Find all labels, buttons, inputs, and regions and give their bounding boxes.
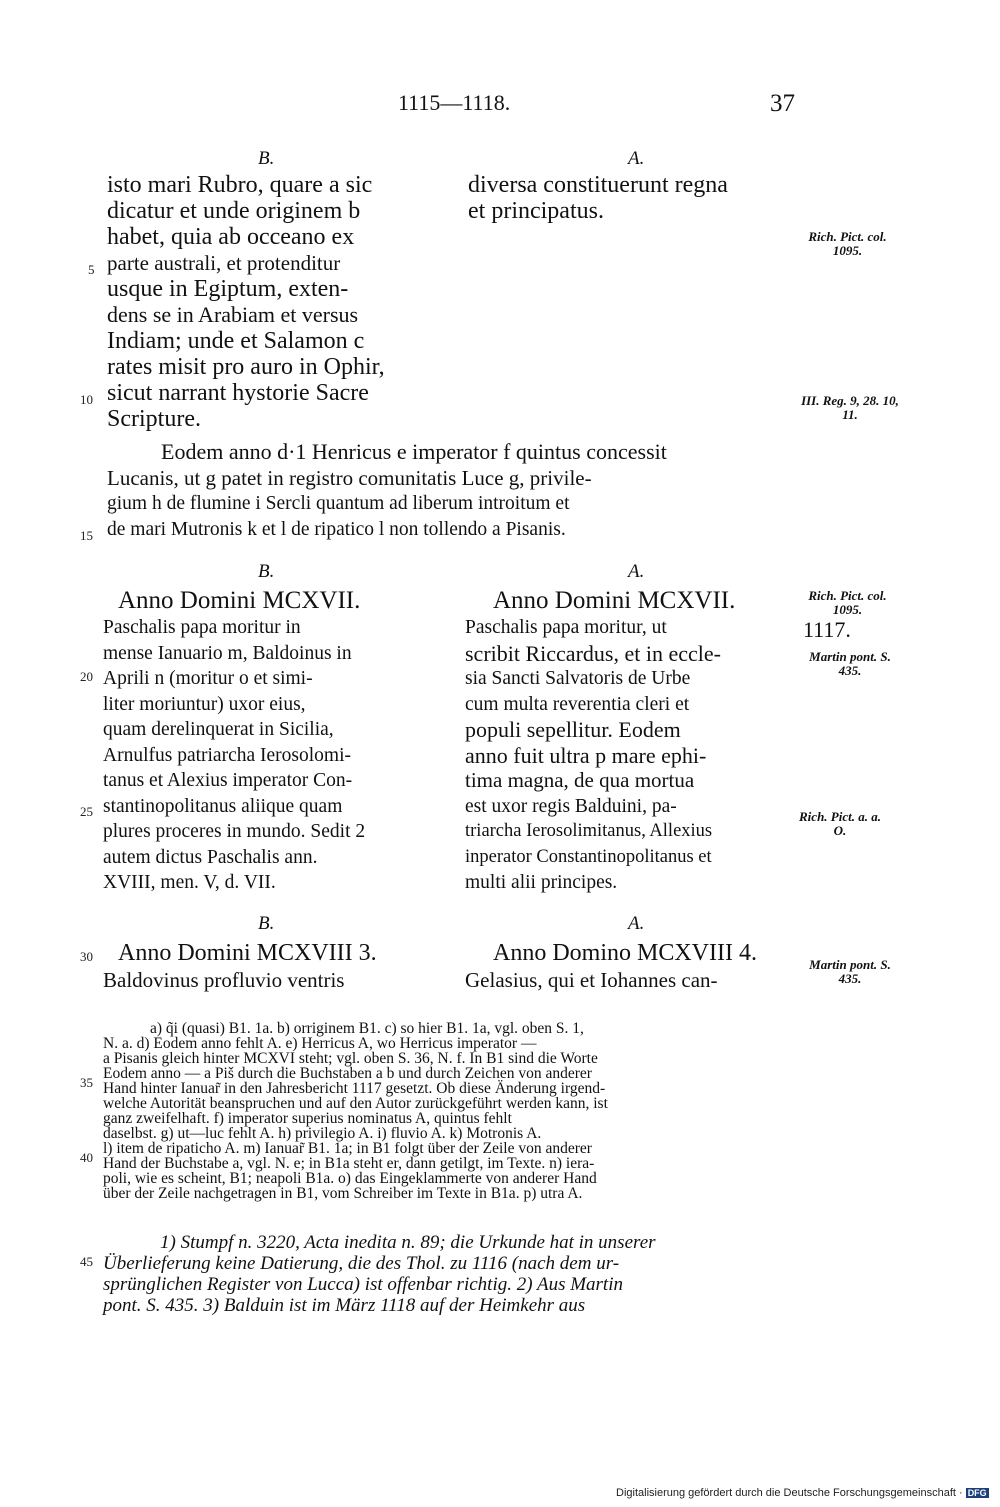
line-number: 20 <box>80 669 93 684</box>
text-line: Anno Domini MCXVIII 3. <box>118 940 377 966</box>
text-line: Paschalis papa moritur, ut <box>465 617 667 638</box>
footnote-line: Überlieferung keine Datierung, die des Thol. zu 1116 (nach dem ur- <box>103 1253 620 1274</box>
margin-note: Rich. Pict. col. 1095. <box>808 588 887 617</box>
line-number: 40 <box>80 1150 93 1165</box>
text-line: tanus et Alexius imperator Con- <box>103 770 353 791</box>
apparatus-line: welche Autorität beanspruchen und auf den Autor zurückgeführt werden kann, ist <box>103 1095 608 1112</box>
text-line: dens se in Arabiam et versus <box>107 302 359 327</box>
column-head-a: A. <box>628 148 645 169</box>
text-line: multi alii principes. <box>465 872 618 893</box>
text-line: mense Ianuario m, Baldoinus in <box>103 642 352 664</box>
section1-full-width <box>107 439 667 543</box>
apparatus-line: l) item de ripaticho A. m) Ianuar̃ B1. 1a; in B1 folgt über der Zeile von anderer <box>103 1140 592 1157</box>
margin-note: III. Reg. 9, 28. 10, 11. <box>801 393 899 422</box>
line-number: 5 <box>88 262 95 277</box>
text-line: Paschalis papa moritur in <box>103 617 301 638</box>
apparatus-line: poli, wie es scheint, B1; neapoli B1a. o) das Eingeklammerte von anderer Hand <box>103 1170 597 1187</box>
apparatus-line: Eodem anno — a Piš durch die Buchstaben a b und durch Zeichen von anderer <box>103 1065 592 1082</box>
text-line: Aprili n (moritur o et simi- <box>103 668 313 689</box>
section3-column-b <box>103 939 377 993</box>
text-line: quam derelinquerat in Sicilia, <box>103 719 334 740</box>
column-head-b: B. <box>258 561 275 582</box>
apparatus-line: N. a. d) Eodem anno fehlt A. e) Herricus A, wo Herricus imperator — <box>103 1035 537 1052</box>
section2-column-a <box>465 587 735 896</box>
text-line: plures proceres in mundo. Sedit 2 <box>103 821 366 842</box>
text-line: Indiam; unde et Salamon c <box>107 328 365 354</box>
text-line: Anno Domino MCXVIII 4. <box>493 940 757 966</box>
margin-year: 1117. <box>803 617 851 642</box>
text-line: gium h de flumine i Sercli quantum ad liberum introitum et <box>107 493 570 514</box>
text-line: populi sepellitur. Eodem <box>465 717 681 742</box>
line-number: 35 <box>80 1075 93 1090</box>
footnote-line: pont. S. 435. 3) Balduin ist im März 1118 auf der Heimkehr aus <box>103 1295 586 1316</box>
footnote-line: 1) Stumpf n. 3220, Acta inedita n. 89; die Urkunde hat in unserer <box>160 1232 656 1253</box>
apparatus-line: daselbst. g) ut—luc fehlt A. h) privilegio A. i) fluvio A. k) Motronis A. <box>103 1125 542 1142</box>
text-line: sicut narrant hystorie Sacre <box>107 380 369 406</box>
line-number: 25 <box>80 804 93 819</box>
text-line: Gelasius, qui et Iohannes can- <box>465 968 718 992</box>
running-header: 1115—1118. <box>398 90 511 115</box>
footnotes <box>103 1232 656 1316</box>
page-number: 37 <box>770 90 795 117</box>
credit-text: Digitalisierung gefördert durch die Deutsche Forschungsgemeinschaft · <box>616 1487 963 1499</box>
apparatus-notes <box>103 1021 608 1201</box>
text-line: Arnulfus patriarcha Ierosolomi- <box>103 744 351 766</box>
text-line: isto mari Rubro, quare a sic <box>107 172 373 198</box>
text-line: scribit Riccardus, et in eccle- <box>465 640 721 666</box>
text-line: inperator Constantinopolitanus et <box>465 846 712 867</box>
text-line: rates misit pro auro in Ophir, <box>107 354 385 380</box>
apparatus-line: Hand der Buchstabe a, vgl. N. e; in B1a steht er, dann getilgt, im Texte. n) iera- <box>103 1155 595 1172</box>
section3-column-a <box>465 939 757 993</box>
text-line: de mari Mutronis k et l de ripatico l non tollendo a Pisanis. <box>107 519 566 540</box>
text-line: liter moriuntur) uxor eius, <box>103 693 306 715</box>
line-number: 30 <box>80 949 93 964</box>
text-line: et principatus. <box>468 198 604 224</box>
line-number: 10 <box>80 392 93 407</box>
text-line: anno fuit ultra p mare ephi- <box>465 742 707 768</box>
text-line: diversa constituerunt regna <box>468 172 728 198</box>
column-head-a: A. <box>628 561 645 582</box>
text-line: est uxor regis Balduini, pa- <box>465 795 677 817</box>
section1-column-b <box>107 172 385 432</box>
margin-note: Rich. Pict. col. 1095. <box>808 229 887 258</box>
apparatus-line: über der Zeile nachgetragen in B1, vom Schreiber im Texte in B1a. p) utra A. <box>103 1185 583 1202</box>
text-line: Baldovinus profluvio ventris <box>103 968 345 992</box>
text-line: usque in Egiptum, exten- <box>107 276 349 302</box>
text-line: parte australi, et protenditur <box>107 251 341 275</box>
text-line: triarcha Ierosolimitanus, Allexius <box>465 821 713 841</box>
section1-column-a <box>468 172 728 224</box>
margin-note: Martin pont. S. 435. <box>809 957 891 986</box>
margin-note: Rich. Pict. a. a. O. <box>799 809 881 838</box>
digitization-credit <box>616 1487 989 1499</box>
column-head-a: A. <box>628 913 645 934</box>
text-line: XVIII, men. V, d. VII. <box>103 872 276 893</box>
text-line: dicatur et unde originem b <box>107 198 361 224</box>
text-line: stantinopolitanus aliique quam <box>103 795 343 817</box>
margin-note: Martin pont. S. 435. <box>809 649 891 678</box>
text-line: cum multa reverentia cleri et <box>465 693 690 715</box>
text-line: tima magna, de qua mortua <box>465 768 695 792</box>
apparatus-line: ganz zweifelhaft. f) imperator superius nominatus A, quintus fehlt <box>103 1110 512 1127</box>
line-number: 45 <box>80 1254 93 1269</box>
text-line: habet, quia ab occeano ex <box>107 224 355 250</box>
text-line: Lucanis, ut g patet in registro comunitatis Luce g, privile- <box>107 466 592 490</box>
text-line: autem dictus Paschalis ann. <box>103 846 318 868</box>
column-head-b: B. <box>258 913 275 934</box>
column-head-b: B. <box>258 148 275 169</box>
text-line: sia Sancti Salvatoris de Urbe <box>465 668 691 689</box>
footnote-line: sprünglichen Register von Lucca) ist offenbar richtig. 2) Aus Martin <box>103 1274 623 1295</box>
text-line: Eodem anno d·1 Henricus e imperator f quintus concessit <box>161 439 667 464</box>
text-line: Anno Domini MCXVII. <box>493 587 736 614</box>
text-line: Scripture. <box>107 406 201 432</box>
apparatus-line: Hand hinter Ianuar̃ in den Jahresbericht 1117 gesetzt. Ob diese Änderung irgend- <box>103 1080 606 1097</box>
line-number: 15 <box>80 528 93 543</box>
apparatus-line: a) q̃i (quasi) B1. 1a. b) orriginem B1. c) so hier B1. 1a, vgl. oben S. 1, <box>150 1020 584 1037</box>
text-line: Anno Domini MCXVII. <box>118 587 361 614</box>
dfg-logo: DFG <box>967 1488 987 1498</box>
section2-column-b <box>103 587 365 896</box>
apparatus-line: a Pisanis gleich hinter MCXVI steht; vgl. oben S. 36, N. f. In B1 sind die Worte <box>103 1050 598 1067</box>
